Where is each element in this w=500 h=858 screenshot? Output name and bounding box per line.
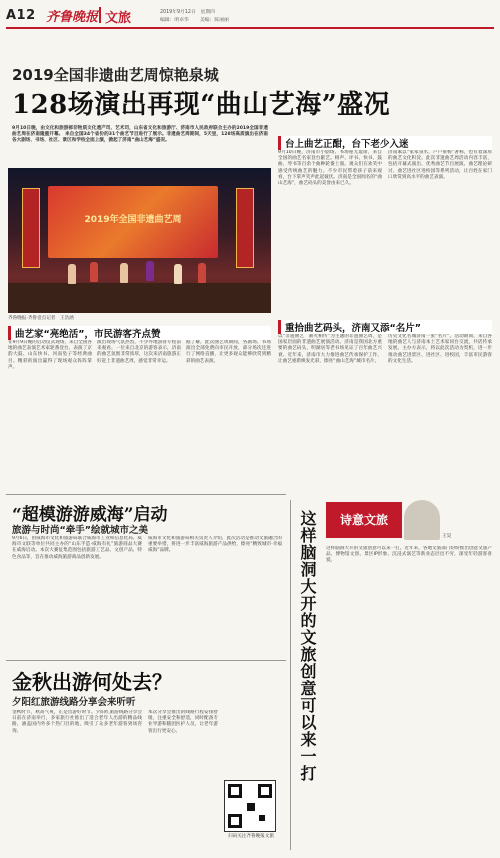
body-col-j: 金秋时节，秋高气爽，正是出游好时节。夕阳红旅游线路分享会日前在济南举行，多家旅行社推出了适合老年人出游的精品线路，涵盖国内外多个热门目的地，吸引了众多老年游客到场咨询。 [12,710,142,734]
qr-code[interactable] [224,780,276,832]
page-number: A12 [6,8,36,23]
lead-intro-p1: 9月10日晚，由文化和旅游部非物质文化遗产司、艺术司，山东省文化和旅游厅、济南市人民政府联合主办的2019全国非遗曲艺周在济南隆重开幕。 [12,126,268,138]
lead-headline: 128场演出再现“曲山艺海”盛况 [12,90,391,120]
section-divider [6,494,286,495]
lead-kicker: 2019全国非遗曲艺周惊艳泉城 [12,66,219,84]
newspaper-logo: 齐鲁晚报 [46,10,99,25]
weihai-subtitle: 旅游与时尚“牵手”绘就城市之美 [12,525,148,536]
left-scroll-decoration [22,188,40,268]
performer [90,262,98,282]
performer [198,263,206,283]
body-col-g: 据了解，此次曲艺周期间，各剧场、书场演出全部免费向市民开放，部分场次还进行了网络直播，让更多观众能够欣赏到精彩的曲艺表演。 [186,340,271,364]
photo-credit: 齐鲁晚报·齐鲁壹点记者 王浩涵 [8,316,74,321]
stage-floor [8,283,271,313]
header-divider [99,7,101,23]
body-col-f: 演出现场气氛热烈，不少外地游客专程前来观看。一位来自北京的游客表示，济南的曲艺氛围非常浓厚，这次来济南旅游正好赶上非遗曲艺周，感觉非常幸运。 [97,340,181,364]
editor-credit: 编辑：明卓华 [160,18,189,23]
header-rule [6,27,494,29]
column-name-badge: 诗意文旅 [326,502,402,538]
section-divider [6,660,286,661]
section-taishang-title: 台上曲艺正酣，台下老少入迷 [278,136,492,150]
qr-caption: 扫码关注齐鲁晚报文旅 [228,834,274,839]
section-liangjin-title: 曲艺家“亮绝活”，市民游客齐点赞 [8,326,271,340]
body-col-i: 威海市文化和旅游局相关负责人介绍，此次活动是推动文旅融合的重要举措，将进一步丰富威海旅游产品供给，擦亮“精致城市·幸福威海”品牌。 [148,536,282,554]
body-col-h: 9月6日，由威海市文化和旅游局联合威海市工业和信息化局、威海市文联等单位共同主办的“山东手造·威海有礼”旅游商品大赛在威海启动。本次大赛征集范围包括旅游工艺品、文创产品、特色食品等，旨在推动威海旅游商品创新发展。 [12,536,142,560]
stage-banner-text: 2019年全国非遗曲艺周 [84,215,182,225]
autumn-subtitle: 夕阳红旅游线路分享会来听听 [12,697,136,708]
autumn-title: 金秋出游何处去？ [12,670,172,694]
lead-photo [8,168,271,313]
weihai-title: “超模游游威海”启动 [12,505,168,525]
right-scroll-decoration [236,188,254,268]
body-col-b: 济南素以“家家泉水，户户垂杨”著称，也有着深厚的曲艺文化积淀。此次非遗曲艺周活动内容丰富，包括开幕式演出、优秀曲艺节目展演、曲艺理论研讨、曲艺进社区进校园等系列活动，让百姓在家门口欣赏到高水平的曲艺表演。 [388,150,492,180]
body-col-c: 以“非遗曲艺 薪火相传”为主题的非遗曲艺周，是国家层面的非遗曲艺展演活动。济南是我国北方重要的曲艺码头，明湖居等老书场见证了百年曲艺兴衰。近年来，济南市大力推进曲艺传承保护工作，让曲艺重新焕发光彩，擦亮“曲山艺海”城市名片。 [278,334,382,364]
column-author: 王昊 [442,534,452,539]
stage-screen [48,186,218,258]
performer [120,263,128,283]
author-avatar [404,500,440,540]
lead-intro-p2: 来自全国34个省份的31个曲艺节目进行了展示。非遗曲艺周期间，5天里，128场高质演出在济南各大剧场、书场、社区、景区和学校全面上演，掀起了济南“曲山艺海”盛况。 [12,132,268,144]
performer [146,261,154,281]
body-col-d: 历史文化名城济南一张“名片”。活动期间，来自各地的曲艺人与济南本土艺术家同台交流，共话传承发展。主办方表示，将以此次活动为契机，进一步推动曲艺进景区、进社区、进校园，丰富市民游客的文化生活。 [388,334,492,364]
body-col-l: 这样脑洞大开的文旅创意可以来一打。近年来，各地文旅部门纷纷推出创意文旅产品，博物馆文创、景区IP形象、沉浸式演艺等新业态层出不穷，深受年轻游客喜爱。 [326,546,492,564]
column-title: 这样脑洞大开的文旅创意可以来一打 [298,510,317,782]
lead-intro [12,126,268,145]
section-name: 文旅 [105,11,132,26]
performer [68,264,76,284]
section-chongshi-title: 重拾曲艺码头，济南又添“名片” [278,320,492,334]
performer [174,264,182,284]
issue-date: 2019年9月12日 星期四 [160,10,215,15]
column-divider [290,500,291,850]
designer-credit: 美编：陈丽丽 [200,18,229,23]
body-col-k: 本次分享会推出的线路行程安排舒缓，注重安全和舒适，同时配备专业导游和随团医护人员，让老年游客出行更安心。 [148,710,218,734]
body-col-a: 9月10日晚，济南市小剧场、书场座无虚席，来自全国的曲艺名家登台献艺。相声、评书、快书、鼓曲、琴书等百余个曲种轮番上演。观众们在欢笑中感受传统曲艺的魅力。不少市民带着孩子前来观看，台下掌声笑声此起彼伏。济南是全国闻名的“曲山艺海”，曲艺码头的美誉由来已久。 [278,150,382,187]
body-col-e: 在9月9日晚的启动仪式现场，来自全国各地的曲艺表演艺术家轮番登台，表演了京韵大鼓、山东快书、河南坠子等经典曲目。精彩的演出赢得了现场观众阵阵掌声。 [8,340,92,370]
